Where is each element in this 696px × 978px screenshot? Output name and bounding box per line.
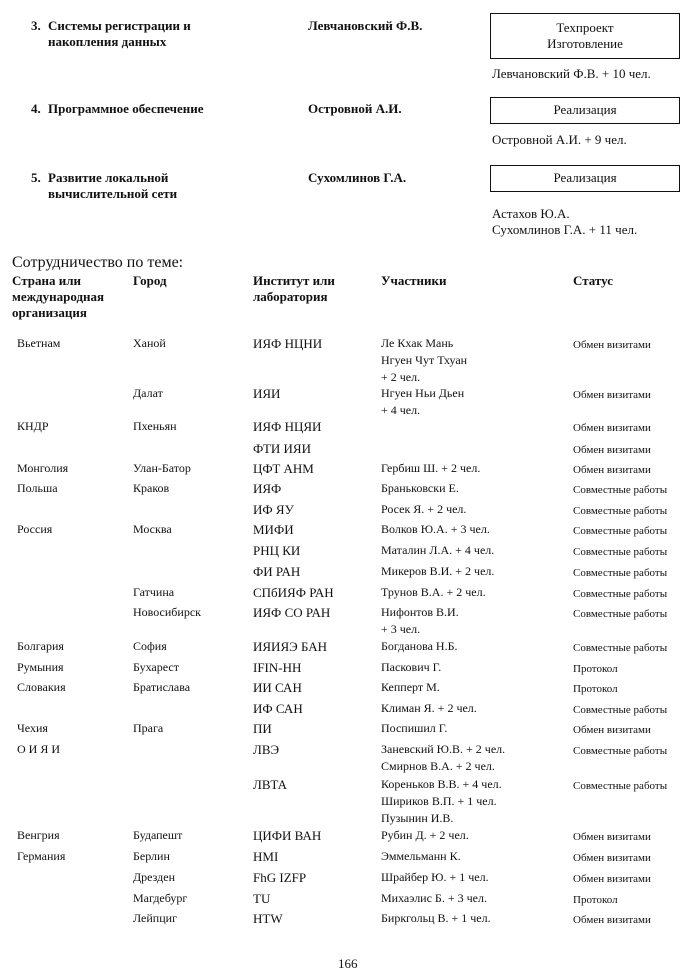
row-city: Ханой xyxy=(133,336,166,350)
row-participants xyxy=(381,385,464,419)
row-country: О И Я И xyxy=(17,742,61,756)
participant-line: Нгуен Ньи Дьен xyxy=(381,386,465,400)
row-participants xyxy=(381,638,457,655)
row-status: Протокол xyxy=(573,894,618,906)
row-institute: РНЦ КИ xyxy=(253,543,301,558)
header-institute-line-2: лаборатория xyxy=(253,289,328,304)
row-institute: ЛВТА xyxy=(253,777,287,792)
row-participants xyxy=(381,521,490,538)
row-country: Монголия xyxy=(17,461,69,475)
cooperation-heading: Сотрудничество по теме: xyxy=(12,254,184,271)
row-status: Обмен визитами xyxy=(573,422,651,434)
row-participants xyxy=(381,700,477,717)
row-institute: ЦИФИ ВАН xyxy=(253,828,322,843)
row-city: Прага xyxy=(133,721,164,735)
row-status: Совместные работы xyxy=(573,525,668,537)
participant-line: Биркгольц В. + 1 чел. xyxy=(381,911,491,925)
header-country-line-2: международная xyxy=(12,289,105,304)
header-institute-line-1: Институт или xyxy=(253,273,335,288)
row-status: Совместные работы xyxy=(573,484,668,496)
participant-line: Трунов В.А. + 2 чел. xyxy=(381,585,486,599)
row-status: Совместные работы xyxy=(573,588,668,600)
row-institute: ИФ ЯУ xyxy=(253,502,294,517)
row-city: Лейпциг xyxy=(133,911,177,925)
row-status: Совместные работы xyxy=(573,642,668,654)
row-institute: HTW xyxy=(253,911,283,926)
participant-line: Паскович Г. xyxy=(381,660,442,674)
row-institute: ЦФТ АНМ xyxy=(253,461,314,476)
project-4-team: Островной А.И. + 9 чел. xyxy=(492,132,627,147)
project-4-title: Программное обеспечение xyxy=(48,101,204,116)
row-status: Обмен визитами xyxy=(573,873,651,885)
row-institute: ИЯФ НЦНИ xyxy=(253,336,323,351)
participant-line: Росек Я. + 2 чел. xyxy=(381,502,467,516)
project-4-number: 4. xyxy=(31,101,41,116)
project-3-number: 3. xyxy=(31,18,41,33)
row-status: Обмен визитами xyxy=(573,914,651,926)
participant-line: Рубин Д. + 2 чел. xyxy=(381,828,469,842)
row-country: Болгария xyxy=(17,639,64,653)
row-institute: ИИ САН xyxy=(253,680,302,695)
header-city: Город xyxy=(133,273,167,288)
header-country-line-1: Страна или xyxy=(12,273,82,288)
participant-line: Пузынин И.В. xyxy=(381,811,454,825)
row-country: Словакия xyxy=(17,680,66,694)
participant-line: Эммельманн К. xyxy=(381,849,461,863)
row-institute: HMI xyxy=(253,849,279,864)
project-3-status-box xyxy=(490,13,680,59)
project-5-status-box xyxy=(490,165,680,192)
row-institute: ИЯФ xyxy=(253,481,282,496)
participant-line: Богданова Н.Б. xyxy=(381,639,458,653)
row-status: Обмен визитами xyxy=(573,444,651,456)
row-city: Новосибирск xyxy=(133,605,201,619)
project-4-status-line-1: Реализация xyxy=(553,102,617,117)
row-city: Братислава xyxy=(133,680,191,694)
project-3-status-line-1: Техпроект xyxy=(556,20,614,35)
row-status: Обмен визитами xyxy=(573,389,651,401)
row-city: Дрезден xyxy=(133,870,176,884)
row-city: Гатчина xyxy=(133,585,175,599)
row-institute: TU xyxy=(253,891,271,906)
row-country: Польша xyxy=(17,481,58,495)
participant-line: Кепперт М. xyxy=(381,680,440,694)
participant-line: + 4 чел. xyxy=(381,403,421,417)
row-participants xyxy=(381,659,441,676)
project-5-team-line-2: Сухомлинов Г.А. + 11 чел. xyxy=(492,222,638,237)
row-city: Бухарест xyxy=(133,660,179,674)
row-country: Венгрия xyxy=(17,828,60,842)
project-5-team-line-1: Астахов Ю.А. xyxy=(492,206,570,221)
row-city: Улан-Батор xyxy=(133,461,191,475)
row-institute: ЛВЭ xyxy=(253,742,280,757)
row-institute: ИЯФ СО РАН xyxy=(253,605,331,620)
row-city: Москва xyxy=(133,522,172,536)
header-country xyxy=(12,273,104,321)
project-5-team xyxy=(492,206,637,238)
row-institute: ИЯИЯЭ БАН xyxy=(253,639,328,654)
participant-line: Смирнов В.А. + 2 чел. xyxy=(381,759,495,773)
header-status: Статус xyxy=(573,273,614,288)
row-status: Протокол xyxy=(573,683,618,695)
project-3-title xyxy=(48,18,191,50)
row-status: Совместные работы xyxy=(573,704,668,716)
row-country: Россия xyxy=(17,522,53,536)
row-country: Чехия xyxy=(17,721,48,735)
row-participants xyxy=(381,910,491,927)
row-status: Совместные работы xyxy=(573,546,668,558)
row-status: Обмен визитами xyxy=(573,831,651,843)
row-participants xyxy=(381,542,494,559)
row-participants xyxy=(381,848,461,865)
row-city: Далат xyxy=(133,386,163,400)
row-institute: ФИ РАН xyxy=(253,564,301,579)
header-country-line-3: организация xyxy=(12,305,87,320)
row-status: Совместные работы xyxy=(573,567,668,579)
project-5-title-line-1: Развитие локальной xyxy=(48,170,169,185)
participant-line: Заневский Ю.В. + 2 чел. xyxy=(381,742,506,756)
project-5-number: 5. xyxy=(31,170,41,185)
participant-line: Нифонтов В.И. xyxy=(381,605,459,619)
project-4-status-box xyxy=(490,97,680,124)
project-3-title-line-1: Системы регистрации и xyxy=(48,18,191,33)
row-city: Берлин xyxy=(133,849,170,863)
row-status: Совместные работы xyxy=(573,780,668,792)
participant-line: Михаэлис Б. + 3 чел. xyxy=(381,891,487,905)
row-participants xyxy=(381,720,447,737)
row-participants xyxy=(381,335,467,386)
participant-line: Шрайбер Ю. + 1 чел. xyxy=(381,870,489,884)
row-city: Будапешт xyxy=(133,828,183,842)
project-3-team: Левчановский Ф.В. + 10 чел. xyxy=(492,66,651,81)
row-status: Обмен визитами xyxy=(573,464,651,476)
row-institute: ПИ xyxy=(253,721,272,736)
row-participants xyxy=(381,827,469,844)
participant-line: Маталин Л.А. + 4 чел. xyxy=(381,543,495,557)
project-3-title-line-2: накопления данных xyxy=(48,34,167,49)
project-3-leader: Левчановский Ф.В. xyxy=(308,18,423,33)
participant-line: Волков Ю.А. + 3 чел. xyxy=(381,522,490,536)
participant-line: Поспишил Г. xyxy=(381,721,448,735)
row-country: Румыния xyxy=(17,660,64,674)
participant-line: Ле Кхак Мань xyxy=(381,336,454,350)
row-participants xyxy=(381,563,494,580)
row-institute: МИФИ xyxy=(253,522,294,537)
participant-line: Браньковски Е. xyxy=(381,481,459,495)
row-participants xyxy=(381,776,502,827)
row-participants xyxy=(381,890,487,907)
row-city: Магдебург xyxy=(133,891,188,905)
participant-line: + 3 чел. xyxy=(381,622,421,636)
row-institute: IFIN-HH xyxy=(253,660,302,675)
row-participants xyxy=(381,501,466,518)
project-5-title-line-2: вычислительной сети xyxy=(48,186,178,201)
row-institute: СПбИЯФ РАН xyxy=(253,585,334,600)
row-country: Германия xyxy=(17,849,66,863)
row-status: Протокол xyxy=(573,663,618,675)
row-institute: ФТИ ИЯИ xyxy=(253,441,311,456)
row-institute: ИФ САН xyxy=(253,701,303,716)
page-number: 166 xyxy=(338,956,358,971)
row-status: Обмен визитами xyxy=(573,339,651,351)
participant-line: Шириков В.П. + 1 чел. xyxy=(381,794,497,808)
row-institute: ИЯИ xyxy=(253,386,281,401)
row-country: Вьетнам xyxy=(17,336,61,350)
row-status: Совместные работы xyxy=(573,745,668,757)
participant-line: + 2 чел. xyxy=(381,370,421,384)
row-country: КНДР xyxy=(17,419,49,433)
participant-line: Микеров В.И. + 2 чел. xyxy=(381,564,495,578)
participant-line: Кореньков В.В. + 4 чел. xyxy=(381,777,502,791)
project-4-leader: Островной А.И. xyxy=(308,101,402,116)
row-participants xyxy=(381,869,489,886)
row-status: Совместные работы xyxy=(573,608,668,620)
participant-line: Гербиш Ш. + 2 чел. xyxy=(381,461,481,475)
project-5-status-line-1: Реализация xyxy=(553,170,617,185)
participant-line: Климан Я. + 2 чел. xyxy=(381,701,477,715)
row-city: Краков xyxy=(133,481,170,495)
row-status: Совместные работы xyxy=(573,505,668,517)
row-status: Обмен визитами xyxy=(573,724,651,736)
row-participants xyxy=(381,604,459,638)
header-institute xyxy=(253,273,335,305)
row-city: Пхеньян xyxy=(133,419,177,433)
row-status: Обмен визитами xyxy=(573,852,651,864)
row-city: София xyxy=(133,639,167,653)
row-institute: ИЯФ НЦЯИ xyxy=(253,419,322,434)
row-participants xyxy=(381,679,440,696)
project-3-status-line-2: Изготовление xyxy=(547,36,623,51)
project-5-title xyxy=(48,170,177,202)
participant-line: Нгуен Чут Тхуан xyxy=(381,353,468,367)
row-participants xyxy=(381,480,459,497)
row-participants xyxy=(381,584,486,601)
row-participants xyxy=(381,460,480,477)
row-participants xyxy=(381,741,505,775)
row-institute: FhG IZFP xyxy=(253,870,307,885)
project-5-leader: Сухомлинов Г.А. xyxy=(308,170,407,185)
header-participants: Участники xyxy=(381,273,447,288)
